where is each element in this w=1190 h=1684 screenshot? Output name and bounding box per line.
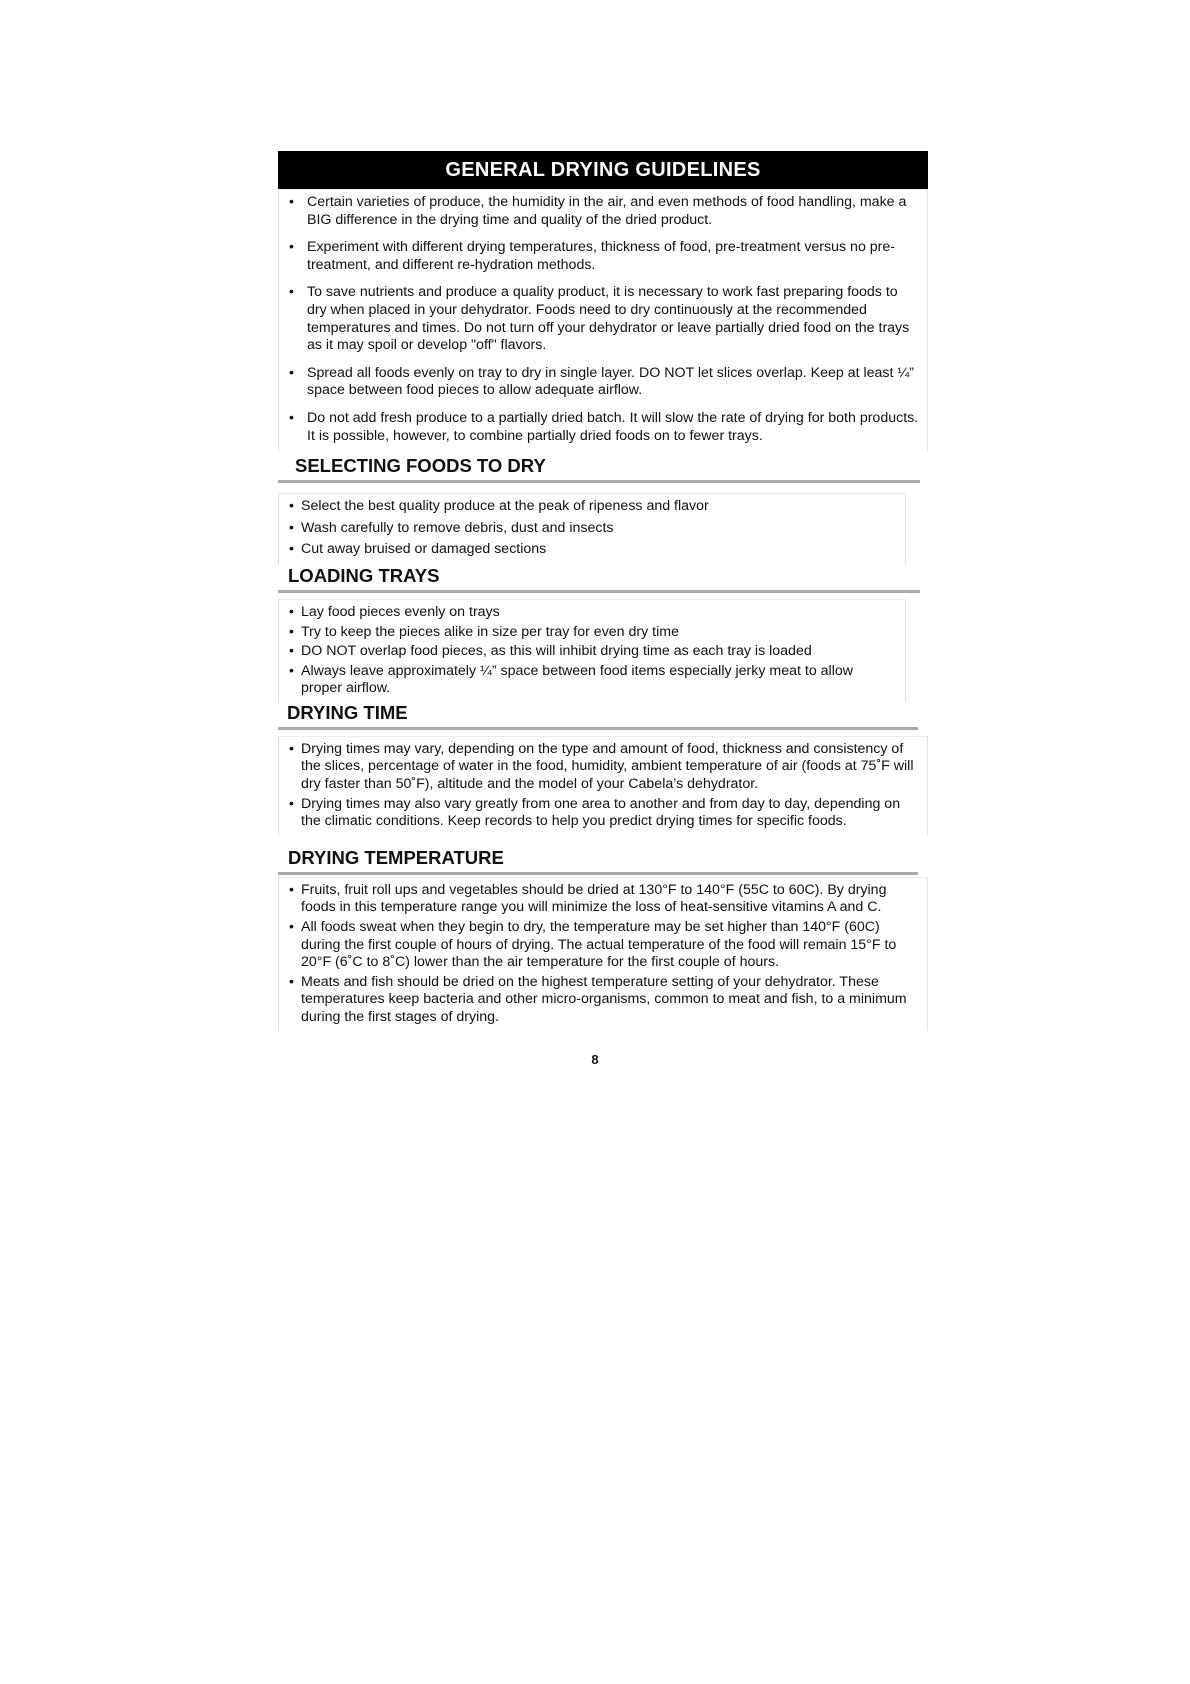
- drying-temperature-list: [279, 878, 927, 1031]
- drying-temperature-heading: DRYING TEMPERATURE: [278, 847, 918, 875]
- selecting-foods-heading: SELECTING FOODS TO DRY: [278, 455, 920, 483]
- list-item: • Do not add fresh produce to a partially dried batch. It will slow the rate of drying for both products. It is possible, however, to combine partially dried foods on to fewer trays.: [289, 410, 919, 445]
- list-item: • Lay food pieces evenly on trays: [289, 604, 897, 622]
- drying-time-list: [279, 737, 927, 835]
- general-guidelines-box: [278, 189, 928, 451]
- list-item: • To save nutrients and produce a quality product, it is necessary to work fast preparing foods to dry when placed in your dehydrator. Foods need to dry continuously at the recommended temperatures and times. Do not turn off your dehydrator or leave partially dried food on the trays as it may spoil or develop "off" flavors.: [289, 284, 919, 354]
- list-item: • Always leave approximately ¼” space between food items especially jerky meat to allow proper airflow.: [289, 663, 897, 698]
- list-item: • Meats and fish should be dried on the highest temperature setting of your dehydrator. These temperatures keep bacteria and other micro-organisms, common to meat and fish, to a minimum during the first stages of drying.: [289, 974, 919, 1027]
- list-item: • Drying times may vary, depending on the type and amount of food, thickness and consistency of the slices, percentage of water in the food, humidity, ambient temperature of air (foods at 75˚F will dry faster than 50˚F), altitude and the model of your Cabela’s dehydrator.: [289, 741, 919, 794]
- list-item: • DO NOT overlap food pieces, as this will inhibit drying time as each tray is loaded: [289, 643, 897, 661]
- list-item: • Spread all foods evenly on tray to dry in single layer. DO NOT let slices overlap. Keep at least ¼” space between food pieces to allow adequate airflow.: [289, 365, 919, 400]
- list-item: • Cut away bruised or damaged sections: [289, 541, 897, 559]
- list-item: • Fruits, fruit roll ups and vegetables should be dried at 130°F to 140°F (55C to 60C). By drying foods in this temperature range you will minimize the loss of heat-sensitive vitamins A and C.: [289, 882, 919, 917]
- selecting-foods-box: [278, 493, 906, 565]
- list-item: • Certain varieties of produce, the humidity in the air, and even methods of food handling, make a BIG difference in the drying time and quality of the dried product.: [289, 194, 919, 229]
- list-item: • All foods sweat when they begin to dry, the temperature may be set higher than 140°F (60C) during the first couple of hours of drying. The actual temperature of the food will remain 15°F to 20°F (6˚C to 8˚C) lower than the air temperature for the first couple of hours.: [289, 919, 919, 972]
- main-title: GENERAL DRYING GUIDELINES: [278, 151, 928, 189]
- page-number: 8: [591, 1052, 599, 1067]
- drying-time-box: [278, 736, 928, 835]
- loading-trays-box: [278, 599, 906, 702]
- general-guidelines-list: [279, 194, 927, 451]
- loading-trays-heading: LOADING TRAYS: [278, 565, 920, 593]
- list-item: • Wash carefully to remove debris, dust and insects: [289, 520, 897, 538]
- list-item: • Experiment with different drying temperatures, thickness of food, pre-treatment versus no pre-treatment, and different re-hydration methods.: [289, 239, 919, 274]
- selecting-foods-list: [279, 494, 905, 565]
- list-item: • Try to keep the pieces alike in size per tray for even dry time: [289, 624, 897, 642]
- list-item: • Select the best quality produce at the peak of ripeness and flavor: [289, 498, 897, 516]
- loading-trays-list: [279, 600, 905, 702]
- drying-temperature-box: [278, 877, 928, 1031]
- drying-time-heading: DRYING TIME: [278, 702, 918, 730]
- document-page: [278, 151, 928, 1031]
- list-item: • Drying times may also vary greatly from one area to another and from day to day, depending on the climatic conditions. Keep records to help you predict drying times for specific foods.: [289, 796, 919, 831]
